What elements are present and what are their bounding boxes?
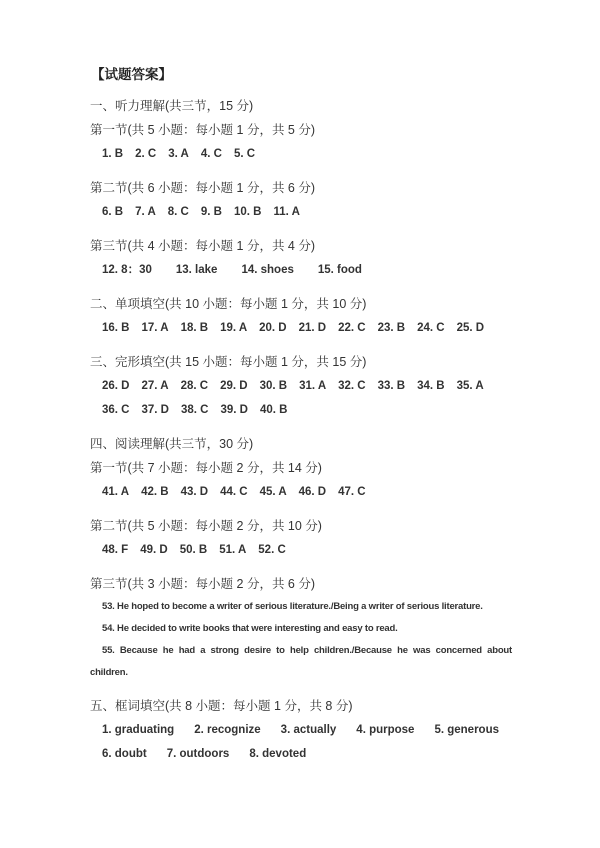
answer-item: 7. A xyxy=(135,206,156,218)
answer-item: 35. A xyxy=(456,380,484,392)
answers-row-36-40 xyxy=(90,399,512,422)
answer-item: 11. A xyxy=(273,206,300,218)
answer-item: 28. C xyxy=(180,380,209,392)
section-4-part-2-heading: 第二节(共 5 小题：每小题 2 分，共 10 分) xyxy=(90,519,322,533)
answer-item: 39. D xyxy=(220,404,248,416)
answer-sentence-55: 55. Because he had a strong desire to help children./Because he was concerned about children. xyxy=(90,645,512,678)
answer-item: 22. C xyxy=(338,322,366,334)
answer-item: 32. C xyxy=(338,380,366,392)
section-4-heading: 四、阅读理解(共三节，30 分) xyxy=(90,437,254,451)
answer-item: 25. D xyxy=(456,322,485,334)
answer-item: 50. B xyxy=(179,544,208,556)
answer-item: 8. C xyxy=(167,206,189,218)
answer-item: 3. A xyxy=(168,148,189,160)
answer-item: 5. generous xyxy=(434,724,500,736)
answers-row-12-15 xyxy=(90,259,512,282)
answer-item: 51. A xyxy=(219,544,247,556)
answer-item: 13. lake xyxy=(175,264,218,276)
answers-row-6-11 xyxy=(90,201,512,224)
answer-item: 38. C xyxy=(181,404,209,416)
answer-item: 7. outdoors xyxy=(166,748,230,760)
answers-row-16-25 xyxy=(90,317,512,340)
answer-item: 24. C xyxy=(417,322,445,334)
answer-item: 23. B xyxy=(377,322,406,334)
answer-item: 6. B xyxy=(102,206,124,218)
answer-item: 1. B xyxy=(102,148,124,160)
section-1-part-2-heading: 第二节(共 6 小题：每小题 1 分，共 6 分) xyxy=(90,181,316,195)
answers-row-41-47 xyxy=(90,481,512,504)
answer-item: 14. shoes xyxy=(241,264,294,276)
section-4-part-3-heading: 第三节(共 3 小题：每小题 2 分，共 6 分) xyxy=(90,577,316,591)
answer-item: 34. B xyxy=(417,380,445,392)
answer-item: 41. A xyxy=(102,486,130,498)
answer-item: 4. purpose xyxy=(356,724,415,736)
answer-item: 40. B xyxy=(260,404,288,416)
answers-row-words-1-5 xyxy=(90,719,512,742)
answer-item: 17. A xyxy=(141,322,169,334)
answer-item: 3. actually xyxy=(280,724,337,736)
answer-item: 10. B xyxy=(233,206,262,218)
answer-item: 33. B xyxy=(377,380,406,392)
answer-item: 47. C xyxy=(338,486,366,498)
answers-row-26-35 xyxy=(90,375,512,398)
answer-item: 18. B xyxy=(180,322,209,334)
section-4-part-1-heading: 第一节(共 7 小题：每小题 2 分，共 14 分) xyxy=(90,461,322,475)
section-1-part-1-heading: 第一节(共 5 小题：每小题 1 分，共 5 分) xyxy=(90,123,316,137)
answers-row-48-52 xyxy=(90,539,512,562)
answer-item: 36. C xyxy=(102,404,130,416)
answer-sentence-54: 54. He decided to write books that were interesting and easy to read. xyxy=(102,623,398,634)
answer-item: 37. D xyxy=(141,404,169,416)
answer-item: 27. A xyxy=(141,380,169,392)
answers-row-1-5 xyxy=(90,143,512,166)
answer-item: 1. graduating xyxy=(102,724,175,736)
answer-item: 9. B xyxy=(200,206,222,218)
answer-item: 26. D xyxy=(102,380,130,392)
answer-item: 6. doubt xyxy=(102,748,147,760)
answers-row-words-6-8 xyxy=(90,743,512,766)
answer-item: 20. D xyxy=(259,322,287,334)
answer-item: 43. D xyxy=(180,486,209,498)
answer-item: 46. D xyxy=(298,486,327,498)
answer-item: 44. C xyxy=(220,486,248,498)
answer-item: 8. devoted xyxy=(249,748,307,760)
answer-item: 19. A xyxy=(220,322,248,334)
answer-item: 48. F xyxy=(102,544,129,556)
answer-item: 49. D xyxy=(140,544,168,556)
answer-item: 16. B xyxy=(102,322,130,334)
section-3-heading: 三、完形填空(共 15 小题：每小题 1 分，共 15 分) xyxy=(90,355,367,369)
answer-item: 42. B xyxy=(141,486,169,498)
answer-item: 52. C xyxy=(258,544,286,556)
answer-item: 5. C xyxy=(233,148,256,160)
answer-item: 2. C xyxy=(135,148,157,160)
answer-item: 15. food xyxy=(317,264,362,276)
page-title: 【试题答案】 xyxy=(91,67,172,82)
answer-item: 12. 8：30 xyxy=(102,264,152,276)
answer-item: 31. A xyxy=(299,380,327,392)
section-1-part-3-heading: 第三节(共 4 小题：每小题 1 分，共 4 分) xyxy=(90,239,316,253)
answer-item: 21. D xyxy=(298,322,327,334)
section-1-heading: 一、听力理解(共三节，15 分) xyxy=(90,99,254,113)
answer-sentence-53: 53. He hoped to become a writer of serious literature./Being a writer of serious literature. xyxy=(102,601,483,612)
answer-item: 30. B xyxy=(259,380,288,392)
answer-item: 45. A xyxy=(259,486,287,498)
answer-item: 2. recognize xyxy=(194,724,261,736)
answer-item: 4. C xyxy=(200,148,222,160)
section-2-heading: 二、单项填空(共 10 小题：每小题 1 分，共 10 分) xyxy=(90,297,367,311)
answer-item: 29. D xyxy=(220,380,248,392)
section-5-heading: 五、框词填空(共 8 小题：每小题 1 分，共 8 分) xyxy=(90,699,353,713)
